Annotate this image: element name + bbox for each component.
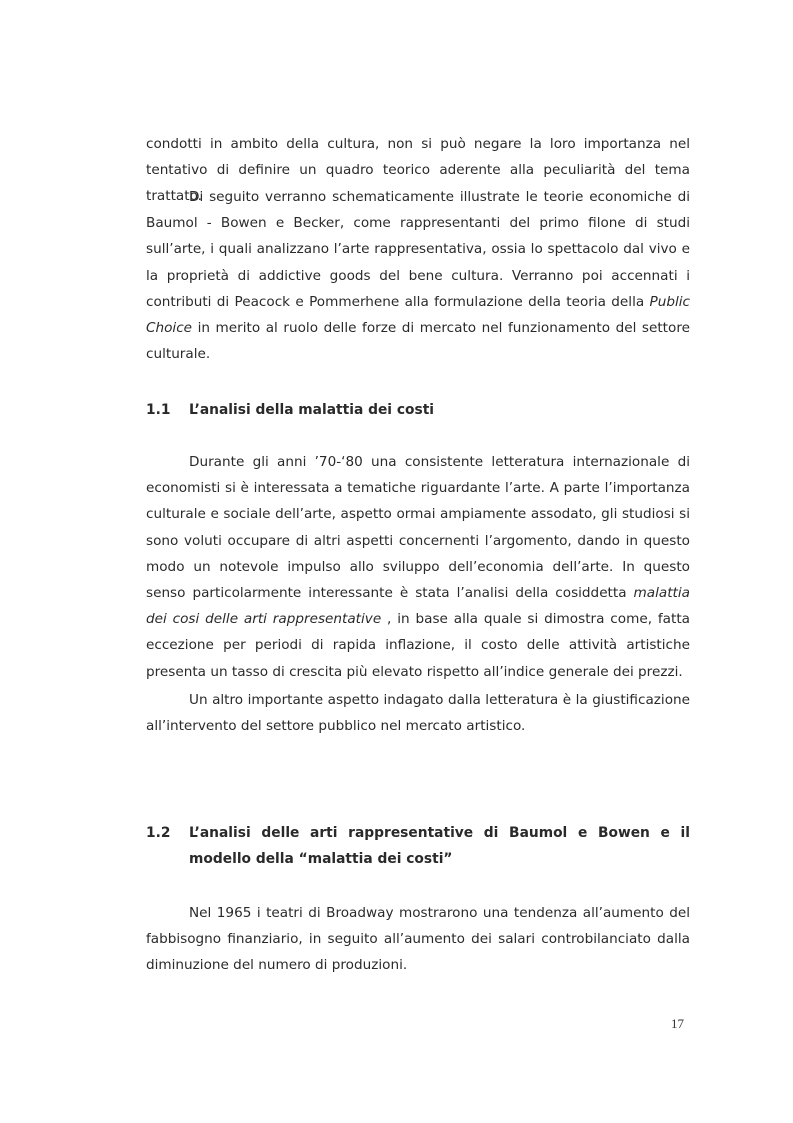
section-title-1-2: L’analisi delle arti rappresentative di Baumol e Bowen e il modello della “malattia dei costi” [189,825,690,867]
section-1-1-paragraph-1-text-b: , in base alla quale si dimostra come, fatta eccezione per periodi di rapida inflazione, il costo delle attività artistiche presenta un tasso di crescita più elevato rispetto all’indice generale dei prezzi. [146,611,690,680]
section-1-2-paragraph-1 [146,900,690,979]
malattia-italic: malattia dei cosi delle arti rappresentative [146,585,690,628]
section-heading-1-1 [146,397,690,423]
section-number-1-2: 1.2 [146,825,171,841]
section-1-1-paragraph-1-text-a: Durante gli anni ’70-‘80 una consistente letteratura internazionale di economisti si è interessata a tematiche riguardante l’arte. A parte l’importanza culturale e sociale dell’arte, aspetto ormai ampiamente assodato, gli studiosi si sono voluti occupare di altri aspetti concernenti l’argomento, dando in questo modo un notevole impulso allo sviluppo dell’economia dell’arte. In questo senso particolarmente interessante è stata l’analisi della cosiddetta [146,454,690,602]
intro-paragraph-2 [146,184,690,367]
intro-paragraph-2-text-b: in merito al ruolo delle forze di mercato nel funzionamento del settore culturale. [146,320,690,363]
section-1-1-paragraph-1 [146,449,690,685]
page-number: 17 [671,1016,684,1031]
intro-paragraph-1-text: condotti in ambito della cultura, non si può negare la loro importanza nel tentativo di definire un quadro teorico aderente alla peculiarità del tema trattato. [146,136,690,205]
section-heading-1-2 [146,820,690,872]
public-choice-italic: Public Choice [146,293,690,337]
section-1-1-paragraph-2 [146,687,690,739]
section-number-1-1: 1.1 [146,402,171,418]
section-1-2-paragraph-1-text: Nel 1965 i teatri di Broadway mostrarono una tendenza all’aumento del fabbisogno finanziario, in seguito all’aumento dei salari controbilanciato dalla diminuzione del numero di produzioni. [146,905,690,974]
intro-paragraph-2-text-a: Di seguito verranno schematicamente illustrate le teorie economiche di Baumol - Bowen e Becker, come rappresentanti del primo filone di studi sull’arte, i quali analizzano l’arte rappresentativa, ossia lo spettacolo dal vivo e la proprietà di addictive goods del bene cultura. Verranno poi accennati i contributi di Peacock e Pommerhene alla formulazione della teoria della [146,189,690,310]
section-title-1-1: L’analisi della malattia dei costi [189,402,435,418]
section-1-1-paragraph-2-text: Un altro importante aspetto indagato dalla letteratura è la giustificazione all’intervento del settore pubblico nel mercato artistico. [146,692,690,735]
